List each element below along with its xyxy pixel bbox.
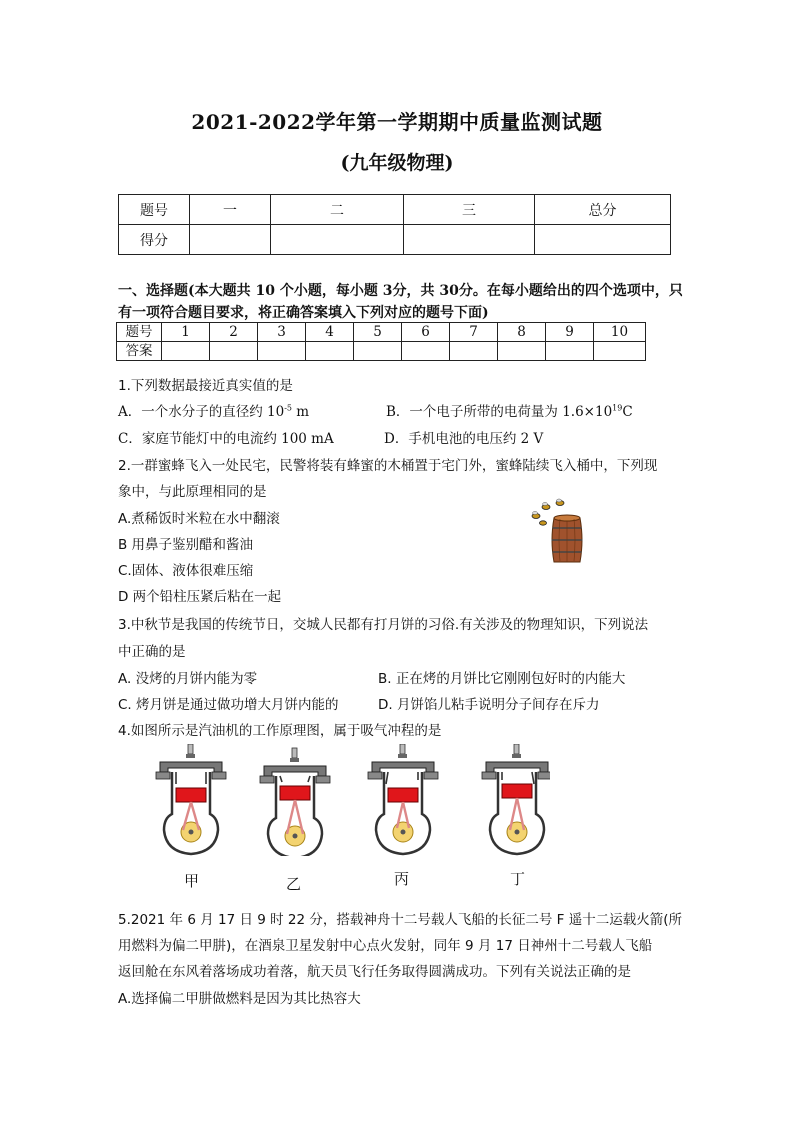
q4-stem: 4.如图所示是汽油机的工作原理图，属于吸气冲程的是	[118, 723, 442, 739]
score-row-label: 得分	[119, 225, 190, 255]
score-blank-cell[interactable]	[535, 225, 671, 255]
q1-option-c: C．家庭节能灯中的电流约 100 mA	[118, 431, 334, 447]
engine-ding-diagram	[482, 744, 550, 854]
answer-number: 2	[210, 323, 258, 342]
q3-option-d: D. 月饼馅儿粘手说明分子间存在斥力	[378, 697, 600, 713]
section-heading-line: 一、选择题(本大题共 10 个小题，每小题 3分，共 30分。在每小题给出的四个选项中，只	[118, 283, 683, 299]
engine-diagrams	[150, 744, 550, 856]
answer-cell[interactable]	[210, 342, 258, 361]
answer-number: 10	[594, 323, 646, 342]
answer-cell[interactable]	[402, 342, 450, 361]
q1-b-exponent: 19	[612, 403, 623, 413]
answer-row-label: 答案	[117, 342, 162, 361]
q1-a-text: A．一个水分子的直径约 10	[118, 404, 285, 420]
engine-label-yi: 乙	[286, 875, 302, 893]
answer-number: 5	[354, 323, 402, 342]
engine-label-ding: 丁	[510, 870, 526, 888]
section-heading	[118, 280, 683, 324]
q1-a-unit: m	[292, 404, 310, 420]
score-header-cell: 题号	[119, 195, 190, 225]
engine-label-jia: 甲	[184, 872, 200, 890]
answer-number: 4	[306, 323, 354, 342]
q1-b-text: B．一个电子所带的电荷量为 1.6×10	[386, 404, 613, 420]
answer-number: 7	[450, 323, 498, 342]
score-header-cell: 一	[190, 195, 271, 225]
answer-cell[interactable]	[594, 342, 646, 361]
score-blank-cell[interactable]	[271, 225, 404, 255]
q5-stem-line3: 返回舱在东风着落场成功着落，航天员飞行任务取得圆满成功。下列有关说法正确的是	[118, 964, 631, 980]
q5-stem-line1: 5.2021 年 6 月 17 日 9 时 22 分，搭载神舟十二号载人飞船的长征二号 F 遥十二运载火箭(所	[118, 912, 683, 928]
answer-header-label: 题号	[117, 323, 162, 342]
q1-option-d: D．手机电池的电压约 2 V	[384, 431, 544, 447]
q1-option-a	[118, 400, 309, 420]
engine-bing-diagram	[368, 744, 438, 854]
q3-option-b: B. 正在烤的月饼比它刚刚包好时的内能大	[378, 671, 626, 687]
score-header-cell: 二	[271, 195, 404, 225]
answer-cell[interactable]	[162, 342, 210, 361]
answer-cell[interactable]	[354, 342, 402, 361]
engine-label-bing: 丙	[394, 870, 410, 888]
bees-barrel-image	[524, 498, 594, 564]
answer-number: 1	[162, 323, 210, 342]
page-title: 2021-2022学年第一学期期中质量监测试题	[191, 110, 603, 134]
q2-option-d: D 两个铅柱压紧后粘在一起	[118, 589, 282, 605]
q2-option-a: A.煮稀饭时米粒在水中翻滚	[118, 511, 280, 527]
answer-cell[interactable]	[306, 342, 354, 361]
q1-stem: 1.下列数据最接近真实值的是	[118, 378, 293, 394]
q3-stem-line2: 中正确的是	[118, 644, 186, 660]
score-header-cell: 三	[404, 195, 535, 225]
q5-stem-line2: 用燃料为偏二甲肼)，在酒泉卫星发射中心点火发射，同年 9 月 17 日神州十二号载人飞船	[118, 938, 653, 954]
answer-cell[interactable]	[258, 342, 306, 361]
q3-option-a: A. 没烤的月饼内能为零	[118, 671, 258, 687]
q1-a-exponent: -5	[284, 403, 293, 413]
q2-option-c: C.固体、液体很难压缩	[118, 563, 254, 579]
q5-option-a: A.选择偏二甲肼做燃料是因为其比热容大	[118, 991, 361, 1007]
q1-b-unit: C	[622, 404, 633, 420]
bee-icon	[542, 503, 550, 510]
score-header-cell: 总分	[535, 195, 671, 225]
q2-stem-line2: 象中，与此原理相同的是	[118, 484, 267, 500]
answer-table	[116, 322, 646, 361]
score-blank-cell[interactable]	[190, 225, 271, 255]
answer-cell[interactable]	[498, 342, 546, 361]
q3-stem-line1: 3.中秋节是我国的传统节日，交城人民都有打月饼的习俗.有关涉及的物理知识，下列说法	[118, 617, 649, 633]
q2-option-b: B 用鼻子鉴别醋和酱油	[118, 537, 254, 553]
score-blank-cell[interactable]	[404, 225, 535, 255]
page-subtitle: (九年级物理)	[340, 152, 454, 174]
q1-option-b	[386, 400, 633, 420]
engine-jia-diagram	[156, 744, 226, 854]
engine-yi-diagram	[260, 748, 330, 856]
answer-number: 6	[402, 323, 450, 342]
bee-icon	[540, 521, 547, 525]
answer-cell[interactable]	[450, 342, 498, 361]
bee-icon	[532, 512, 540, 519]
answer-number: 3	[258, 323, 306, 342]
section-heading-line: 有一项符合题目要求，将正确答案填入下列对应的题号下面)	[118, 305, 489, 321]
q3-option-c: C. 烤月饼是通过做功增大月饼内能的	[118, 697, 339, 713]
barrel-icon	[552, 515, 583, 562]
answer-number: 8	[498, 323, 546, 342]
bee-icon	[556, 499, 564, 506]
score-table	[118, 194, 671, 255]
answer-number: 9	[546, 323, 594, 342]
q2-stem-line1: 2.一群蜜蜂飞入一处民宅，民警将装有蜂蜜的木桶置于宅门外，蜜蜂陆续飞入桶中，下列现	[118, 458, 658, 474]
answer-cell[interactable]	[546, 342, 594, 361]
